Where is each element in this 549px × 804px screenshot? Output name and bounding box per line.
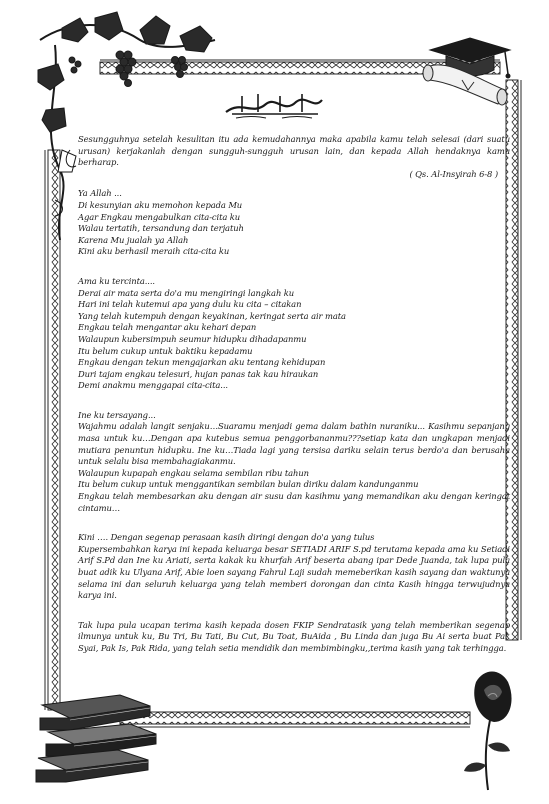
father-line: Duri tajam engkau telesuri, hujan panas tak kau hiraukan [78,368,319,379]
prayer-line: Kini aku berhasil meraih cita-cita ku [78,246,230,257]
prayer-line: Walau tertatih, tersandung dan terjatuh [78,223,244,234]
prayer-line: Ya Allah ... [78,188,122,199]
quran-quote: Sesungguhnya setelah kesulitan itu ada kemudahannya maka apabila kamu telah selesai (dari suatu urusan) kerjakanlah dengan sungguh-sungguh urusan lain, dan kepada Allah hendaknya kamu berharap. [78,134,510,168]
quote-reference: ( Qs. Al-Insyirah 6-8 ) [409,168,498,179]
books-stack-icon [36,695,156,782]
father-line: Engkau dengan tekun mengajarkan aku tentang kehidupan [78,357,326,368]
mother-line: Walaupun kupapah engkau selama sembilan ribu tahun [78,467,309,478]
main-text [78,134,510,655]
mother-paragraph: Wajahmu adalah langit senjaku…Suaramu menjadi gema dalam bathin nuraniku... Kasihmu sepanjang masa untuk ku…Dengan apa kutebus semua penggorbananmu???setiap kata dan ungkapan menjadi mutiara penuntun hidupku. Ine ku…Tiada lagi yang tersisa dariku selain terus berdo'a dan berusaha untuk selalu bisa membahagiakanmu. [78,421,510,467]
left-border [45,150,60,710]
dedication-section [78,532,510,602]
prayer-section [78,188,510,258]
father-line: Engkau telah mengantar aku kehari depan [78,322,257,333]
prayer-line: Di kesunyian aku memohon kepada Mu [78,199,243,210]
dedication-line: Kini …. Dengan segenap perasaan kasih diringi dengan do'a yang tulus [78,532,375,543]
father-line: Yang telah kutempuh dengan keyakinan, keringat serta air mata [78,310,346,321]
mother-line: Engkau telah membesarkan aku dengan air susu dan kasihmu yang memandikan aku dengan keringat cintamu… [78,491,510,513]
bottom-border [120,712,470,727]
father-line: Ama ku tercinta.... [78,275,155,286]
father-line: Walaupun kubersimpuh seumur hidupku dihadapanmu [78,333,307,344]
dedication-paragraph: Kupersembahkan karya ini kepada keluarga besar SETIADI ARIF S.pd terutama kepada ama ku Setiadi Arif S.Pd dan Ine ku Ariati, serta kakak ku khurfah Arif beserta abang ipar Dede Juanda, tak lupa pula buat adik ku Ulyana Arif, Abie loen sayang Fahrul Laji sudah memeberikan kasih sayang dan waktunya selama ini dan seluruh keluarga yang telah memberi dorongan dan cinta Kasih hingga terwujudnya karya ini. [78,543,510,601]
mother-line: Itu belum cukup untuk menggantikan sembilan bulan diriku dalam kandunganmu [78,479,419,490]
thanks-section [78,620,510,655]
father-line: Itu belum cukup untuk baktiku kepadamu [78,345,253,356]
bismillah-calligraphy [222,90,326,120]
father-line: Demi anakmu menggapai cita-cita... [78,380,228,391]
thanks-paragraph: Tak lupa pula ucapan terima kasih kepada dosen FKIP Sendratasik yang telah memberikan segenap ilmunya untuk ku, Bu Tri, Bu Tati, Bu Cut, Bu Toat, BuAida , Bu Linda dan juga Bu Ai serta buat Pak Syai, Pak Is, Pak Rida, yang telah setia mendidik dan membimbingku,,terima kasih yang tak terhingga. [78,619,510,653]
mother-section [78,410,510,514]
father-section [78,276,510,392]
rose-icon [464,672,512,791]
father-line: Hari ini telah kutemui apa yang dulu ku cita – citakan [78,299,302,310]
father-line: Derai air mata serta do'a mu mengiringi langkah ku [78,287,295,298]
prayer-line: Karena Mu jualah ya Allah [78,234,189,245]
mother-line: Ine ku tersayang... [78,409,156,420]
prayer-line: Agar Engkau mengabulkan cita-cita ku [78,211,241,222]
calligraphy-graphic [222,90,326,120]
